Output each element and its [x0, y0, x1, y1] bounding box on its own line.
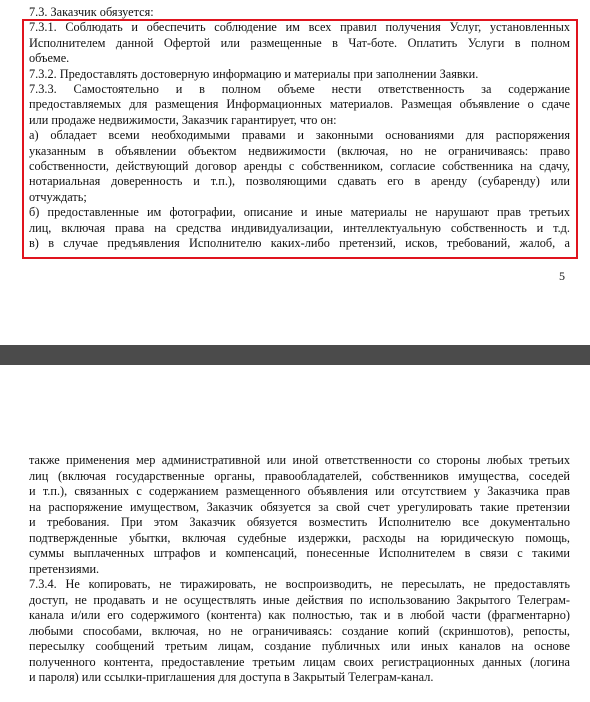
text-line: пересылку сообщений третьим лицам, создание публичных или иных каналов на основе	[29, 639, 570, 653]
text-line: на распоряжение имуществом, Заказчик обязуется за свой счет урегулировать такие претензии	[29, 499, 570, 514]
text-line: или продаже недвижимости, Заказчик гарантирует, что он:	[29, 112, 337, 127]
text-line: суммы выплаченных штрафов и компенсаций, понесенные Исполнителем в связи с такими	[29, 546, 570, 560]
text-line: канала и/или его содержимого (контента) как полностью, так и в любой части (фрагментарно)	[29, 608, 570, 622]
text-line: отчуждать;	[29, 189, 87, 204]
text-line: также применения мер административной или иной ответственности со стороны любых третьих	[29, 453, 570, 467]
text-line: претензиями.	[29, 561, 100, 576]
text-line: и т.п.), связанных с содержанием размещенного объявления или отсутствием у Заказчика прав	[29, 484, 570, 498]
text-line: лиц (включая государственные органы, правообладателей, собственников имущества, соседей	[29, 468, 570, 483]
text-line: нотариальная доверенность и т.п.), позволяющими сдавать его в аренду (субаренду) или	[29, 174, 570, 189]
text-line: Исполнителем данной Офертой или размещенные в Чат-боте. Оплатить Услуги в полном	[29, 35, 570, 50]
text-line: собственности, действующий договор аренды с собственником, согласие собственника на сдачу,	[29, 159, 570, 173]
page-number: 5	[559, 269, 565, 283]
document-page-top	[0, 0, 590, 345]
text-line: 7.3.4. Не копировать, не тиражировать, не воспроизводить, не пересылать, не предоставлять	[29, 577, 570, 591]
text-line: подтвержденные убытки, включая судебные издержки, расходы на юридическую помощь,	[29, 530, 570, 545]
page-separator	[0, 345, 590, 365]
highlight-box	[22, 19, 578, 259]
text-line: любыми способами, включая, но не ограничиваясь: создание копий (скриншотов), репосты,	[29, 623, 570, 638]
text-line: лиц, включая права на средства индивидуализации, интеллектуальную собственность и т.д.	[29, 220, 570, 235]
text-line: объеме.	[29, 51, 70, 66]
text-line: указанным в объявлении объектом недвижимости (включая, но не ограничиваясь: право	[29, 143, 570, 158]
document-page-bottom	[0, 365, 590, 702]
text-line: в) в случае предъявления Исполнителю каких-либо претензий, исков, требований, жалоб, а	[29, 236, 570, 250]
text-line: 7.3. Заказчик обязуется:	[29, 5, 154, 19]
text-line: и пароля) или ссылки-приглашения для доступа в Закрытый Телеграм-канал.	[29, 670, 434, 684]
text-line: полученного контента, предоставление третьим лицам своих регистрационных данных (логина	[29, 654, 570, 669]
text-line: предоставляемых для размещения Информационных материалов. Размещая объявление о сдаче	[29, 97, 570, 112]
text-line: доступ, не продавать и не осуществлять иные действия по использованию Закрытого Телеграм-	[29, 592, 570, 607]
text-line: 7.3.3. Самостоятельно и в полном объеме нести ответственность за содержание	[29, 82, 570, 96]
text-line: и требования. При этом Заказчик обязуется возместить Исполнителю все документально	[29, 515, 570, 529]
text-line: 7.3.2. Предоставлять достоверную информацию и материалы при заполнении Заявки.	[29, 66, 479, 81]
text-line: б) предоставленные им фотографии, описание и иные материалы не нарушают прав третьих	[29, 205, 570, 220]
text-line: 7.3.1. Соблюдать и обеспечить соблюдение им всех правил получения Услуг, установленных	[29, 20, 570, 35]
text-line: а) обладает всеми необходимыми правами и законными основаниями для распоряжения	[29, 128, 570, 143]
